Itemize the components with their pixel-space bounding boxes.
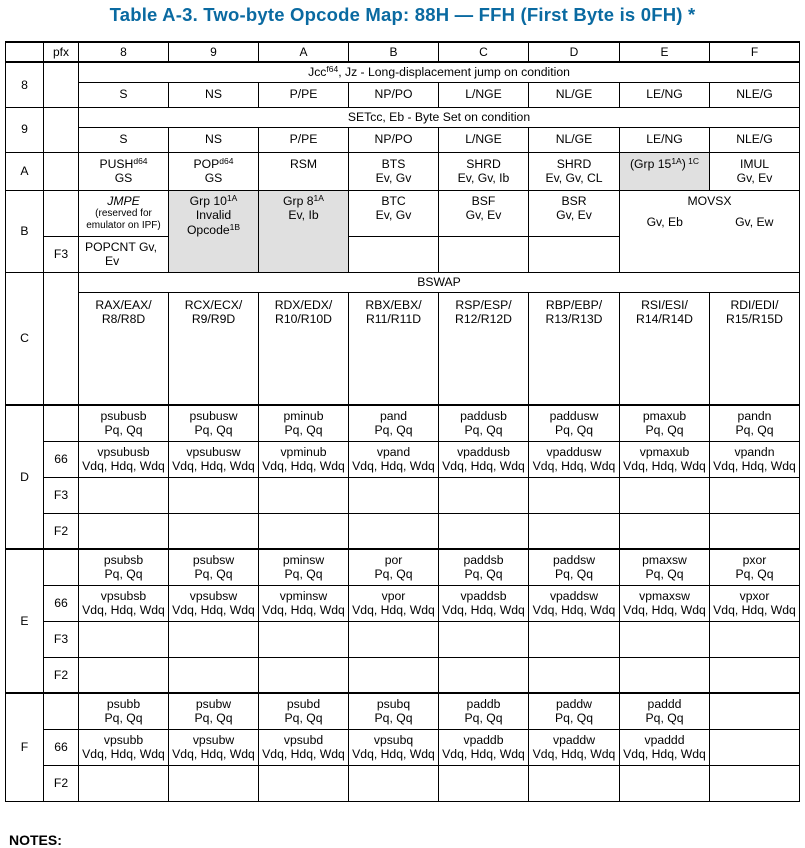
opcode-cell: LE/NG [620, 82, 710, 107]
grp15-cell: (Grp $15^{1A}$) $^{1C}$ [620, 152, 710, 190]
pfx-cell [44, 152, 79, 190]
pfx-cell [44, 693, 79, 729]
opcode-cell: BSR Gv, Ev [529, 190, 620, 236]
opcode-cell: vpaddusb Vdq, Hdq, Wdq [439, 441, 529, 477]
opcode-cell: BSF Gv, Ev [439, 190, 529, 236]
opcode-cell: psubq Pq, Qq [349, 693, 439, 729]
table-row [6, 513, 800, 549]
opcode-cell: vpaddsb Vdq, Hdq, Wdq [439, 585, 529, 621]
table-row [6, 292, 800, 405]
movsx-ew: Gv, Ew [735, 214, 774, 229]
opcode-cell: psubb Pq, Qq [79, 693, 169, 729]
jcc-group-title: Jcc$^{f64}$, Jz - Long-displacement jump on condition [79, 62, 800, 82]
opcode-cell: vpsubw Vdq, Hdq, Wdq [169, 729, 259, 765]
column-header-row [6, 42, 800, 62]
row-label-e: E [6, 549, 44, 693]
opcode-cell: pandn Pq, Qq [710, 405, 800, 441]
pfx-cell [44, 405, 79, 441]
row-label-f: F [6, 693, 44, 801]
table-row [6, 477, 800, 513]
opcode-cell: paddsw Pq, Qq [529, 549, 620, 585]
opcode-cell: vpmaxub Vdq, Hdq, Wdq [620, 441, 710, 477]
table-row [6, 549, 800, 585]
table-row [6, 82, 800, 107]
opcode-cell: pminsw Pq, Qq [259, 549, 349, 585]
opcode-map-table [5, 41, 800, 802]
opcode-cell: vpsubsw Vdq, Hdq, Wdq [169, 585, 259, 621]
opcode-cell: psubusb Pq, Qq [79, 405, 169, 441]
opcode-cell: vpsubq Vdq, Hdq, Wdq [349, 729, 439, 765]
setcc-group-title: SETcc, Eb - Byte Set on condition [79, 107, 800, 127]
row-label-8: 8 [6, 62, 44, 107]
table-row [6, 729, 800, 765]
empty-cell [439, 236, 529, 272]
pfx-cell [44, 549, 79, 585]
opcode-cell: vpsubb Vdq, Hdq, Wdq [79, 729, 169, 765]
opcode-cell: pmaxsw Pq, Qq [620, 549, 710, 585]
opcode-cell: BTC Ev, Gv [349, 190, 439, 236]
opcode-cell: psubsw Pq, Qq [169, 549, 259, 585]
pfx-cell: 66 [44, 729, 79, 765]
empty-cell [529, 236, 620, 272]
pfx-cell: F3 [44, 621, 79, 657]
grp8-cell: Grp $8^{1A}$ Ev, Ib [259, 190, 349, 272]
table-row [6, 621, 800, 657]
table-row [6, 441, 800, 477]
opcode-cell: paddusw Pq, Qq [529, 405, 620, 441]
opcode-cell: RBP/EBP/ R13/R13D [529, 292, 620, 405]
opcode-cell: psubd Pq, Qq [259, 693, 349, 729]
table-row [6, 107, 800, 127]
opcode-cell: NP/PO [349, 127, 439, 152]
table-row [6, 765, 800, 801]
pfx-cell: F3 [44, 477, 79, 513]
opcode-cell: BTS Ev, Gv [349, 152, 439, 190]
opcode-cell: vpminsw Vdq, Hdq, Wdq [259, 585, 349, 621]
opcode-cell: paddusb Pq, Qq [439, 405, 529, 441]
table-row [6, 190, 800, 236]
opcode-cell: RSM [259, 152, 349, 190]
opcode-cell: NL/GE [529, 127, 620, 152]
opcode-cell: RCX/ECX/ R9/R9D [169, 292, 259, 405]
row-label-d: D [6, 405, 44, 549]
opcode-cell: pand Pq, Qq [349, 405, 439, 441]
col-header: 9 [169, 42, 259, 62]
pfx-cell: 66 [44, 585, 79, 621]
col-header: E [620, 42, 710, 62]
opcode-cell: P/PE [259, 127, 349, 152]
opcode-cell: $PUSH^{d64}$ GS [79, 152, 169, 190]
opcode-cell: S [79, 82, 169, 107]
table-row [6, 585, 800, 621]
opcode-cell: SHRD Ev, Gv, Ib [439, 152, 529, 190]
opcode-cell: vpsubusw Vdq, Hdq, Wdq [169, 441, 259, 477]
opcode-cell: $POP^{d64}$ GS [169, 152, 259, 190]
opcode-cell: por Pq, Qq [349, 549, 439, 585]
opcode-cell: RBX/EBX/ R11/R11D [349, 292, 439, 405]
pfx-header: pfx [44, 42, 79, 62]
opcode-cell: pminub Pq, Qq [259, 405, 349, 441]
pfx-cell [44, 272, 79, 405]
pfx-cell: F2 [44, 513, 79, 549]
table-row [6, 152, 800, 190]
opcode-cell: vpsubd Vdq, Hdq, Wdq [259, 729, 349, 765]
table-title: Table A-3. Two-byte Opcode Map: 88H — FFH (First Byte is 0FH) * [109, 4, 696, 25]
opcode-cell: psubw Pq, Qq [169, 693, 259, 729]
col-header: F [710, 42, 800, 62]
opcode-cell: paddd Pq, Qq [620, 693, 710, 729]
opcode-cell: RDI/EDI/ R15/R15D [710, 292, 800, 405]
opcode-cell: vpaddusw Vdq, Hdq, Wdq [529, 441, 620, 477]
opcode-cell: RDX/EDX/ R10/R10D [259, 292, 349, 405]
col-header: C [439, 42, 529, 62]
opcode-cell: pmaxub Pq, Qq [620, 405, 710, 441]
opcode-cell: paddsb Pq, Qq [439, 549, 529, 585]
opcode-cell: S [79, 127, 169, 152]
col-header: B [349, 42, 439, 62]
opcode-cell: NLE/G [710, 82, 800, 107]
pfx-cell [44, 107, 79, 152]
movsx-cell [620, 190, 800, 272]
pfx-cell: F3 [44, 236, 79, 272]
opcode-cell: vpaddb Vdq, Hdq, Wdq [439, 729, 529, 765]
opcode-cell: NS [169, 127, 259, 152]
opcode-cell [710, 693, 800, 729]
opcode-cell: vpmaxsw Vdq, Hdq, Wdq [620, 585, 710, 621]
pfx-cell: F2 [44, 765, 79, 801]
opcode-cell: vpsubsb Vdq, Hdq, Wdq [79, 585, 169, 621]
table-row [6, 127, 800, 152]
opcode-cell: L/NGE [439, 127, 529, 152]
opcode-cell: P/PE [259, 82, 349, 107]
opcode-cell: LE/NG [620, 127, 710, 152]
jmpe-cell: JMPE (reserved for emulator on IPF) [79, 190, 169, 236]
opcode-cell: pxor Pq, Qq [710, 549, 800, 585]
opcode-cell: NLE/G [710, 127, 800, 152]
table-row [6, 62, 800, 82]
opcode-cell: paddb Pq, Qq [439, 693, 529, 729]
bswap-group-title: BSWAP [79, 272, 800, 292]
empty-cell [349, 236, 439, 272]
opcode-cell: psubsb Pq, Qq [79, 549, 169, 585]
opcode-cell: NS [169, 82, 259, 107]
opcode-cell: SHRD Ev, Gv, CL [529, 152, 620, 190]
row-label-9: 9 [6, 107, 44, 152]
table-row [6, 405, 800, 441]
corner-cell [6, 42, 44, 62]
opcode-cell: vpor Vdq, Hdq, Wdq [349, 585, 439, 621]
movsx-eb: Gv, Eb [646, 214, 683, 229]
opcode-cell: RSI/ESI/ R14/R14D [620, 292, 710, 405]
opcode-cell: vpxor Vdq, Hdq, Wdq [710, 585, 800, 621]
opcode-cell: vpandn Vdq, Hdq, Wdq [710, 441, 800, 477]
opcode-cell: vpminub Vdq, Hdq, Wdq [259, 441, 349, 477]
pfx-cell: 66 [44, 441, 79, 477]
table-row [6, 693, 800, 729]
opcode-cell: NL/GE [529, 82, 620, 107]
opcode-cell: IMUL Gv, Ev [710, 152, 800, 190]
opcode-cell: L/NGE [439, 82, 529, 107]
opcode-cell: RAX/EAX/ R8/R8D [79, 292, 169, 405]
pfx-cell [44, 62, 79, 107]
col-header: 8 [79, 42, 169, 62]
popcnt-cell: POPCNT Gv, Ev [79, 236, 169, 272]
opcode-cell: paddw Pq, Qq [529, 693, 620, 729]
table-row [6, 657, 800, 693]
opcode-cell: vpand Vdq, Hdq, Wdq [349, 441, 439, 477]
notes-heading: NOTES: [9, 832, 62, 848]
row-label-b: B [6, 190, 44, 272]
opcode-cell: NP/PO [349, 82, 439, 107]
movsx-title: MOVSX [687, 193, 732, 208]
opcode-cell [710, 729, 800, 765]
col-header: D [529, 42, 620, 62]
col-header: A [259, 42, 349, 62]
row-label-c: C [6, 272, 44, 405]
row-label-a: A [6, 152, 44, 190]
opcode-cell: vpaddsw Vdq, Hdq, Wdq [529, 585, 620, 621]
pfx-cell [44, 190, 79, 236]
grp10-cell: Grp $10^{1A}$ Invalid Opcode$^{1B}$ [169, 190, 259, 272]
opcode-cell: RSP/ESP/ R12/R12D [439, 292, 529, 405]
opcode-cell: psubusw Pq, Qq [169, 405, 259, 441]
opcode-cell: vpaddd Vdq, Hdq, Wdq [620, 729, 710, 765]
pfx-cell: F2 [44, 657, 79, 693]
opcode-cell: vpsubusb Vdq, Hdq, Wdq [79, 441, 169, 477]
table-row [6, 272, 800, 292]
opcode-cell: vpaddw Vdq, Hdq, Wdq [529, 729, 620, 765]
